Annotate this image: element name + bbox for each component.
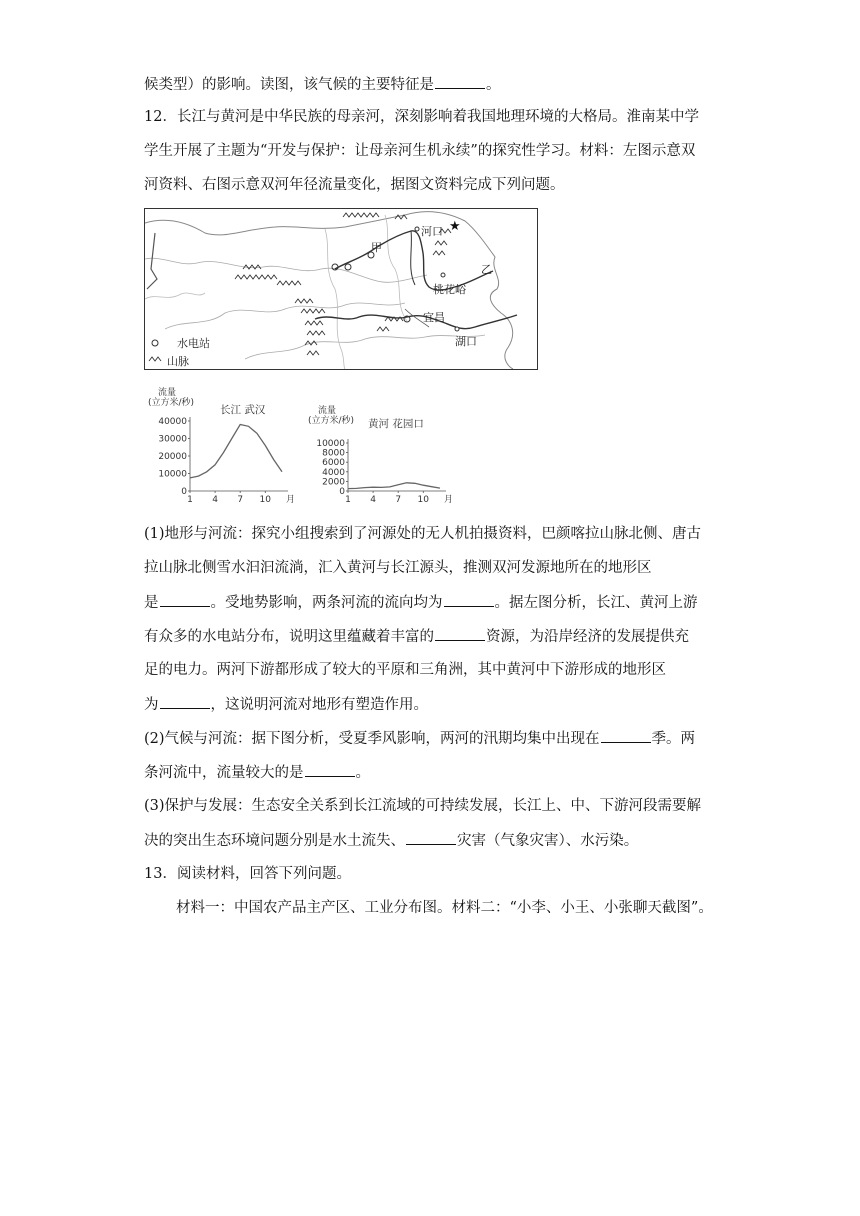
yangtze-river: [315, 315, 517, 329]
legend-mountain: 山脉: [167, 355, 189, 368]
y-axis-label: 流量: [158, 388, 177, 398]
text-line-1: 候类型）的影响。读图，该气候的主要特征是 。: [144, 74, 501, 95]
map-legend: [149, 336, 210, 368]
y-tick-label: 2000: [322, 477, 345, 488]
question-13: 13．阅读材料，回答下列问题。: [144, 866, 351, 882]
y-axis-unit: (立方米/秒): [308, 416, 355, 426]
answer-blank[interactable]: [601, 728, 651, 743]
answer-blank[interactable]: [305, 762, 355, 777]
question-3-line-2: 决的突出生态环境问题分别是水土流失、 灾害（气象灾害）、水污染。: [144, 830, 638, 851]
y-tick-label: 20000: [158, 452, 187, 462]
y-tick-label: 8000: [322, 448, 345, 459]
question-13-material: 材料一：中国农产品主产区、工业分布图。材料二：“小李、小王、小张聊天截图”。: [176, 900, 713, 916]
question-1-line-1: (1)地形与河流：探究小组搜索到了河源处的无人机拍摄资料，巴颜喀拉山脉北侧、唐古: [144, 526, 702, 542]
x-tick-label: 10: [259, 495, 271, 505]
label-jia: 甲: [371, 241, 382, 254]
y-tick-label: 40000: [158, 417, 187, 427]
y-tick-label: 30000: [158, 434, 187, 445]
capital-star-icon: ★: [449, 219, 461, 234]
y-tick-label: 4000: [322, 467, 345, 478]
answer-blank[interactable]: [406, 830, 456, 845]
question-1-line-6: 为 ，这说明河流对地形有塑造作用。: [144, 694, 428, 715]
answer-blank[interactable]: [444, 592, 494, 607]
question-12-line-2: 学生开展了主题为“开发与保护：让母亲河生机永续”的探究性学习。材料：左图示意双: [144, 143, 696, 159]
x-tick-label: 4: [212, 495, 218, 505]
x-tick-label: 1: [187, 495, 193, 505]
answer-blank[interactable]: [160, 592, 210, 607]
question-1-line-4: 有众多的水电站分布，说明这里蕴藏着丰富的 资源，为沿岸经济的发展提供充: [144, 626, 689, 647]
question-1-line-5: 足的电力。两河下游都形成了较大的平原和三角洲，其中黄河中下游形成的地形区: [144, 662, 666, 678]
legend-hydro: 水电站: [177, 337, 210, 350]
label-yi: 乙: [481, 263, 492, 276]
x-axis-unit: 月: [444, 495, 454, 505]
x-tick-label: 4: [370, 495, 376, 505]
rivers-map: [144, 208, 538, 370]
y-tick-label: 0: [181, 487, 187, 497]
y-tick-label: 0: [339, 487, 345, 497]
question-1-line-2: 拉山脉北侧雪水汩汩流淌，汇入黄河与长江源头，推测双河发源地所在的地形区: [144, 560, 652, 576]
question-3-line-1: (3)保护与发展：生态安全关系到长江流域的可持续发展，长江上、中、下游河段需要解: [144, 798, 702, 814]
chart-title: 黄河 花园口: [368, 418, 424, 430]
chart-title: 长江 武汉: [220, 404, 266, 416]
y-axis-label: 流量: [318, 406, 337, 416]
label-hekou: 河口: [421, 225, 443, 238]
x-axis-unit: 月: [286, 495, 296, 505]
question-2-line-1: (2)气候与河流：据下图分析，受夏季风影响，两河的汛期均集中出现在 季。两: [144, 728, 695, 749]
y-tick-label: 6000: [322, 458, 345, 469]
question-12-line-1: 12．长江与黄河是中华民族的母亲河，深刻影响着我国地理环境的大格局。淮南某中学: [144, 109, 699, 125]
x-tick-label: 7: [395, 495, 402, 505]
label-yichang: 宜昌: [423, 311, 445, 324]
label-taohuayu: 桃花峪: [433, 283, 466, 296]
question-1-line-3: 是 。受地势影响，两条河流的流向均为 。据左图分析，长江、黄河上游: [144, 592, 698, 613]
series-line: [348, 483, 440, 489]
yellow-river: [335, 231, 493, 290]
x-tick-label: 1: [345, 495, 351, 505]
label-hukou: 湖口: [455, 335, 477, 348]
y-tick-label: 10000: [158, 469, 187, 480]
answer-blank[interactable]: [160, 694, 210, 709]
y-axis-unit: (立方米/秒): [148, 398, 195, 408]
answer-blank[interactable]: [435, 74, 485, 89]
chart-huayuankou: [308, 404, 453, 505]
x-tick-label: 7: [237, 495, 244, 505]
question-2-line-2: 条河流中，流量较大的是 。: [144, 762, 370, 783]
chart-wuhan: [148, 386, 295, 505]
series-line: [190, 425, 282, 478]
discharge-charts: [148, 383, 468, 509]
x-tick-label: 10: [417, 495, 429, 505]
answer-blank[interactable]: [435, 626, 485, 641]
question-12-line-3: 河资料、右图示意双河年径流量变化，据图文资料完成下列问题。: [144, 177, 565, 193]
y-tick-label: 10000: [316, 439, 345, 449]
